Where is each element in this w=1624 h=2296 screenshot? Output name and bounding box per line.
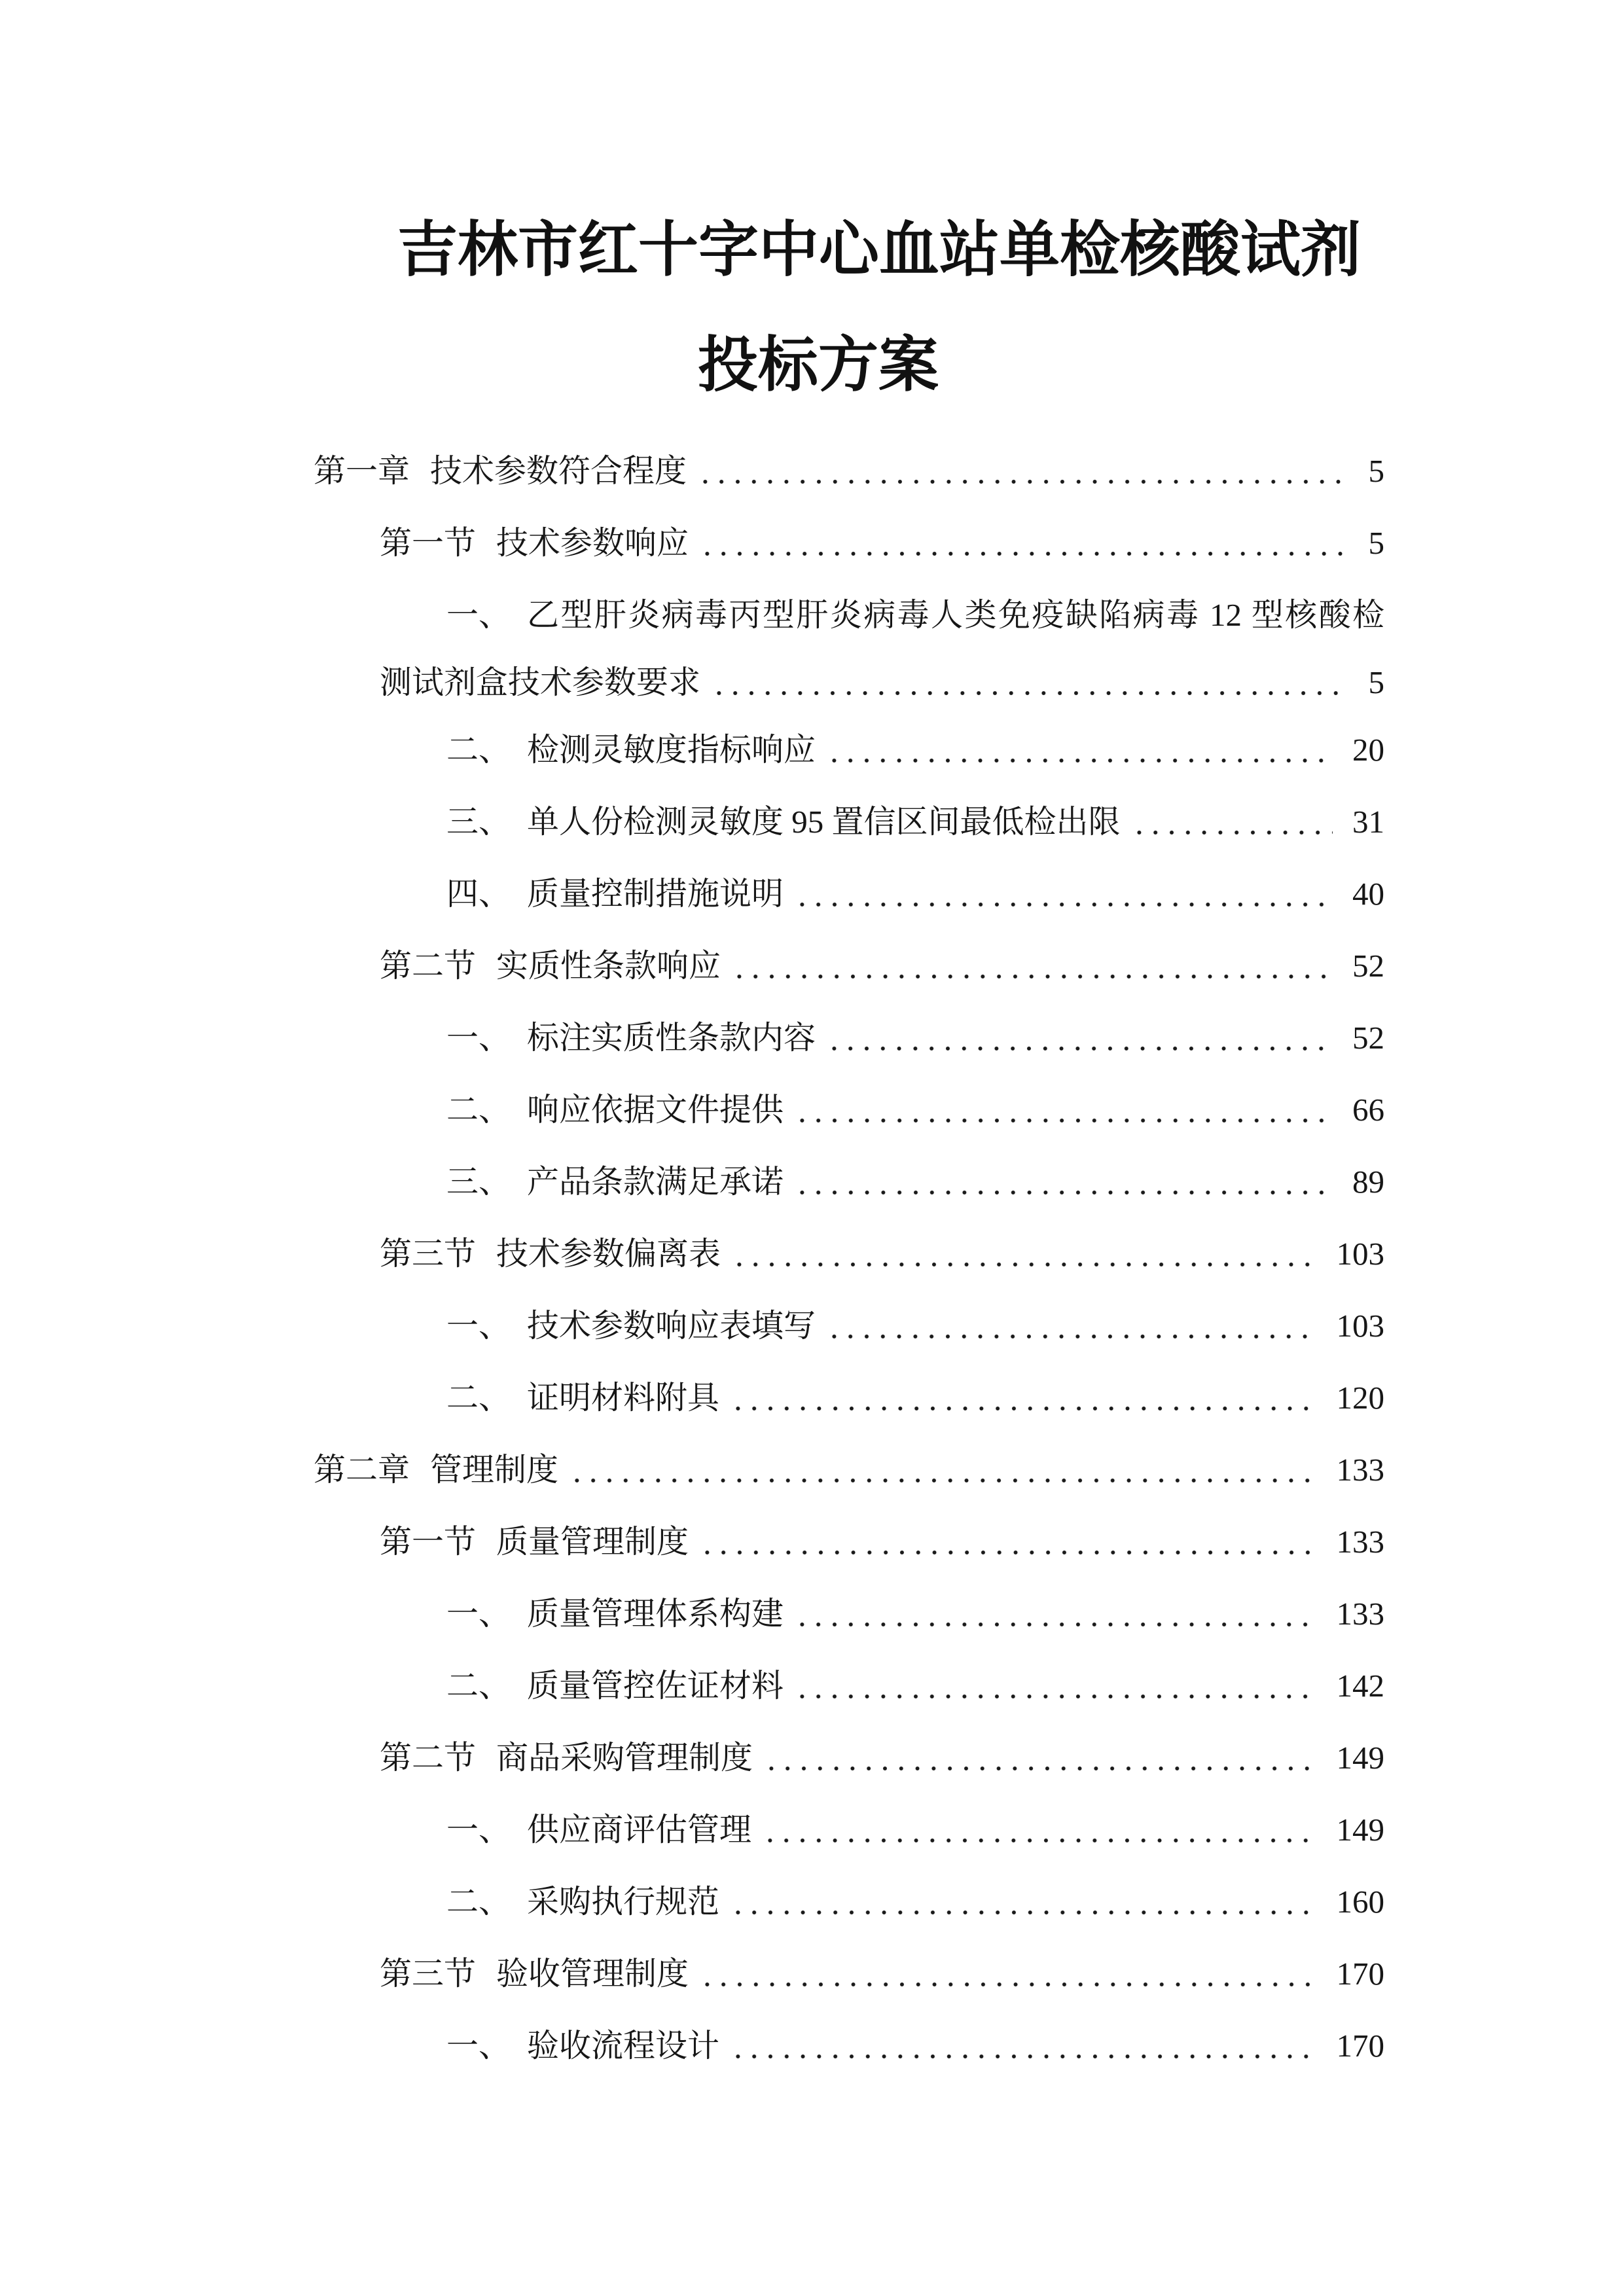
- toc-entry-page-number: 170: [1336, 2028, 1384, 2064]
- toc-entry-item[interactable]: [0, 1146, 1384, 1218]
- toc-entry-label: 三、: [446, 1164, 511, 1200]
- toc-entry-title: 检测灵敏度指标响应: [527, 732, 816, 768]
- toc-entry-title: 供应商评估管理: [527, 1812, 752, 1848]
- dot-leader: [569, 1477, 1316, 1484]
- toc-entry-page-number: 66: [1352, 1092, 1384, 1128]
- toc-entry-title: 采购执行规范: [527, 1884, 720, 1920]
- toc-entry-page-number: 170: [1336, 1956, 1384, 1992]
- toc-entry-page-number: 5: [1368, 664, 1384, 700]
- toc-entry-page-number: 103: [1336, 1308, 1384, 1344]
- dot-leader: [1131, 829, 1333, 836]
- dot-leader: [699, 1549, 1316, 1556]
- toc-entry-label: 一、: [446, 597, 511, 633]
- toc-entry-label: 第三节: [380, 1956, 477, 1992]
- toc-entry-item[interactable]: [0, 1362, 1384, 1434]
- toc-entry-page-number: 142: [1336, 1668, 1384, 1704]
- toc-entry-label: 第二节: [380, 948, 477, 984]
- toc-entry-title: 验收管理制度: [496, 1956, 689, 1992]
- toc-entry-page-number: 89: [1352, 1164, 1384, 1200]
- toc-entry-title: 产品条款满足承诺: [527, 1164, 784, 1200]
- toc-entry-page-number: 160: [1336, 1884, 1384, 1920]
- dot-leader: [794, 1189, 1333, 1196]
- toc-entry-item[interactable]: [0, 1002, 1384, 1074]
- toc-entry-section[interactable]: [0, 1722, 1384, 1794]
- toc-entry-item[interactable]: [0, 579, 1384, 651]
- toc-entry-title: 单人份检测灵敏度 95 置信区间最低检出限: [527, 804, 1121, 840]
- toc-entry-item[interactable]: [0, 786, 1384, 858]
- dot-leader: [794, 1621, 1316, 1628]
- dot-leader: [697, 478, 1348, 485]
- dot-leader: [826, 1333, 1316, 1340]
- toc-entry-page-number: 52: [1352, 1020, 1384, 1056]
- toc-entry-label: 二、: [446, 1380, 511, 1416]
- toc-entry-item[interactable]: [0, 1794, 1384, 1866]
- toc-entry-section[interactable]: [0, 930, 1384, 1002]
- toc-entry-page-number: 31: [1352, 804, 1384, 840]
- toc-entry-label: 第一节: [380, 1524, 477, 1560]
- table-of-contents: [0, 435, 1384, 2082]
- toc-entry-item[interactable]: [0, 1650, 1384, 1722]
- toc-entry-label: 二、: [446, 1884, 511, 1920]
- toc-entry-item[interactable]: [0, 1290, 1384, 1362]
- dot-leader: [731, 973, 1333, 980]
- dot-leader: [826, 1045, 1333, 1052]
- toc-entry-label: 第一章: [314, 453, 410, 489]
- dot-leader: [699, 1981, 1316, 1988]
- toc-entry-item[interactable]: [0, 1074, 1384, 1146]
- dot-leader: [731, 1261, 1316, 1268]
- toc-entry-chapter[interactable]: [0, 1434, 1384, 1506]
- toc-entry-title: 验收流程设计: [527, 2028, 720, 2064]
- toc-entry-title: 质量管控佐证材料: [527, 1668, 784, 1704]
- toc-entry-title: 标注实质性条款内容: [527, 1020, 816, 1056]
- toc-entry-title: 技术参数响应: [496, 525, 689, 561]
- toc-entry-title: 质量控制措施说明: [527, 876, 784, 912]
- toc-entry-title: 商品采购管理制度: [496, 1740, 753, 1776]
- dot-leader: [711, 690, 1348, 696]
- toc-entry-label: 一、: [446, 1812, 511, 1848]
- toc-entry-label: 一、: [446, 1596, 511, 1632]
- toc-entry-page-number: 149: [1336, 1740, 1384, 1776]
- toc-entry-title: 质量管理体系构建: [527, 1596, 784, 1632]
- toc-entry-title: 技术参数响应表填写: [527, 1308, 816, 1344]
- toc-entry-label: 第三节: [380, 1236, 477, 1272]
- dot-leader: [794, 901, 1333, 908]
- toc-entry-label: 第二章: [314, 1452, 410, 1488]
- toc-entry-section[interactable]: [0, 1938, 1384, 2010]
- toc-entry-label: 二、: [446, 1668, 511, 1704]
- document-title-line-2: 投标方案: [698, 332, 939, 399]
- toc-entry-title: 证明材料附具: [527, 1380, 720, 1416]
- dot-leader: [699, 550, 1348, 557]
- dot-leader: [826, 757, 1333, 764]
- toc-entry-item-continuation[interactable]: [0, 651, 1384, 714]
- toc-entry-item[interactable]: [0, 2010, 1384, 2082]
- toc-entry-section[interactable]: [0, 1218, 1384, 1290]
- dot-leader: [762, 1837, 1316, 1844]
- toc-entry-item[interactable]: [0, 714, 1384, 786]
- toc-entry-page-number: 133: [1336, 1452, 1384, 1488]
- toc-entry-item[interactable]: [0, 1866, 1384, 1938]
- toc-entry-title: 管理制度: [430, 1452, 559, 1488]
- toc-entry-page-number: 52: [1352, 948, 1384, 984]
- toc-entry-page-number: 149: [1336, 1812, 1384, 1848]
- toc-entry-chapter[interactable]: [0, 435, 1384, 507]
- toc-entry-page-number: 5: [1368, 525, 1384, 561]
- toc-entry-label: 四、: [446, 876, 511, 912]
- toc-entry-title-line-1: 乙型肝炎病毒丙型肝炎病毒人类免疫缺陷病毒 12 型核酸检: [527, 597, 1384, 633]
- toc-entry-page-number: 133: [1336, 1524, 1384, 1560]
- toc-entry-label: 第二节: [380, 1740, 477, 1776]
- toc-entry-title: 技术参数偏离表: [496, 1236, 721, 1272]
- toc-entry-title: 质量管理制度: [496, 1524, 689, 1560]
- dot-leader: [730, 2053, 1316, 2060]
- toc-entry-label: 第一节: [380, 525, 477, 561]
- toc-entry-page-number: 40: [1352, 876, 1384, 912]
- dot-leader: [730, 1405, 1316, 1412]
- toc-entry-item[interactable]: [0, 1578, 1384, 1650]
- dot-leader: [794, 1117, 1333, 1124]
- document-title-line-1: 吉林市红十字中心血站单检核酸试剂: [397, 217, 1362, 283]
- toc-entry-label: 一、: [446, 1308, 511, 1344]
- toc-entry-label: 三、: [446, 804, 511, 840]
- toc-entry-page-number: 103: [1336, 1236, 1384, 1272]
- toc-entry-title: 实质性条款响应: [496, 948, 721, 984]
- toc-entry-label: 一、: [446, 1020, 511, 1056]
- toc-entry-title-line-2: 测试剂盒技术参数要求: [380, 664, 701, 700]
- dot-leader: [794, 1693, 1316, 1700]
- toc-entry-page-number: 5: [1368, 453, 1384, 489]
- dot-leader: [763, 1765, 1316, 1772]
- toc-entry-item[interactable]: [0, 858, 1384, 930]
- toc-entry-section[interactable]: [0, 507, 1384, 579]
- toc-entry-title: 响应依据文件提供: [527, 1092, 784, 1128]
- toc-entry-page-number: 20: [1352, 732, 1384, 768]
- toc-entry-page-number: 120: [1336, 1380, 1384, 1416]
- toc-entry-page-number: 133: [1336, 1596, 1384, 1632]
- toc-entry-label: 一、: [446, 2028, 511, 2064]
- toc-entry-title: 技术参数符合程度: [430, 453, 687, 489]
- toc-entry-label: 二、: [446, 1092, 511, 1128]
- dot-leader: [730, 1909, 1316, 1916]
- toc-entry-label: 二、: [446, 732, 511, 768]
- toc-entry-section[interactable]: [0, 1506, 1384, 1578]
